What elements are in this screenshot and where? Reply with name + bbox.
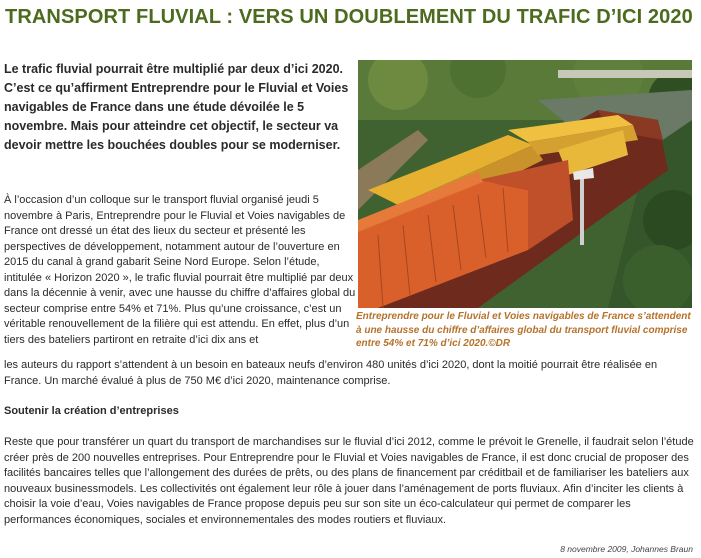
article-photo	[358, 60, 692, 308]
photo-caption: Entreprendre pour le Fluvial et Voies navigables de France s’attendent à une hausse du chiffre d’affaires global du transport fluvial comprise entre 54% et 71% d’ici 2020.©DR	[356, 311, 691, 349]
article-paragraph-1: À l’occasion d’un colloque sur le transport fluvial organisé jeudi 5 novembre à Paris, Entreprendre pour le Fluvial et Voies navigables de France ont dressé un état des lieux du secteur et présenté les perspectives de développement, notamment autour de l’ouverture en 2015 du canal à grand gabarit Seine Nord Europe. Selon l’étude, intitulée « Horizon 2020 », le trafic fluvial pourrait être multiplié par deux dans la décennie à venir, avec une hausse du chiffre d’affaires global du secteur comprise entre 54% et 71%. Plus qu’une croissance, c’est un véritable renouvellement de la filière qui est attendu. En effet, plus d’un tiers des bateliers partiront en retraite d’ici dix ans et	[4, 194, 356, 346]
barge-with-containers-icon	[358, 60, 692, 308]
article-paragraph-1-continued: les auteurs du rapport s’attendent à un besoin en bateaux neufs d’environ 480 unités d’ici 2020, dont la moitié pourrait être réalisée en France. Un marché évalué à plus de 750 M€ d’ici 2020, maintenance comprise.	[4, 359, 658, 387]
article-title: TRANSPORT FLUVIAL : VERS UN DOUBLEMENT DU TRAFIC D’ICI 2020	[5, 6, 693, 28]
article-subheading: Soutenir la création d’entreprises	[4, 405, 179, 417]
article-paragraph-2: Reste que pour transférer un quart du transport de marchandises sur le fluvial d’ici 2012, comme le prévoit le Grenelle, il faudrait selon l’étude créer près de 200 nouvelles entreprises. Pour Entreprendre pour le Fluvial et Voies navigables de France, il est donc crucial de proposer des facilités bancaires telles que l’allongement des durées de prêts, ou des plans de financement par créditbail et de familiariser les bateliers aux nouveaux businessmodels. Les collectivités ont également leur rôle à jouer dans l’aménagement de ports fluviaux. Afin d’inciter les clients à choisir la voie d’eau, Voies navigables de France propose depuis peu sur son site un éco-calculateur qui permet de comparer les performances économiques, sociales et environnementales des modes routiers et fluviaux.	[4, 436, 694, 526]
article-byline: 8 novembre 2009, Johannes Braun	[560, 544, 693, 554]
article-lead: Le trafic fluvial pourrait être multiplié par deux d’ici 2020. C’est ce qu’affirment Entreprendre pour le Fluvial et Voies navigables de France dans une étude dévoilée le 5 novembre. Mais pour atteindre cet objectif, le secteur va devoir mettre les bouchées doubles pour se moderniser.	[4, 62, 349, 152]
